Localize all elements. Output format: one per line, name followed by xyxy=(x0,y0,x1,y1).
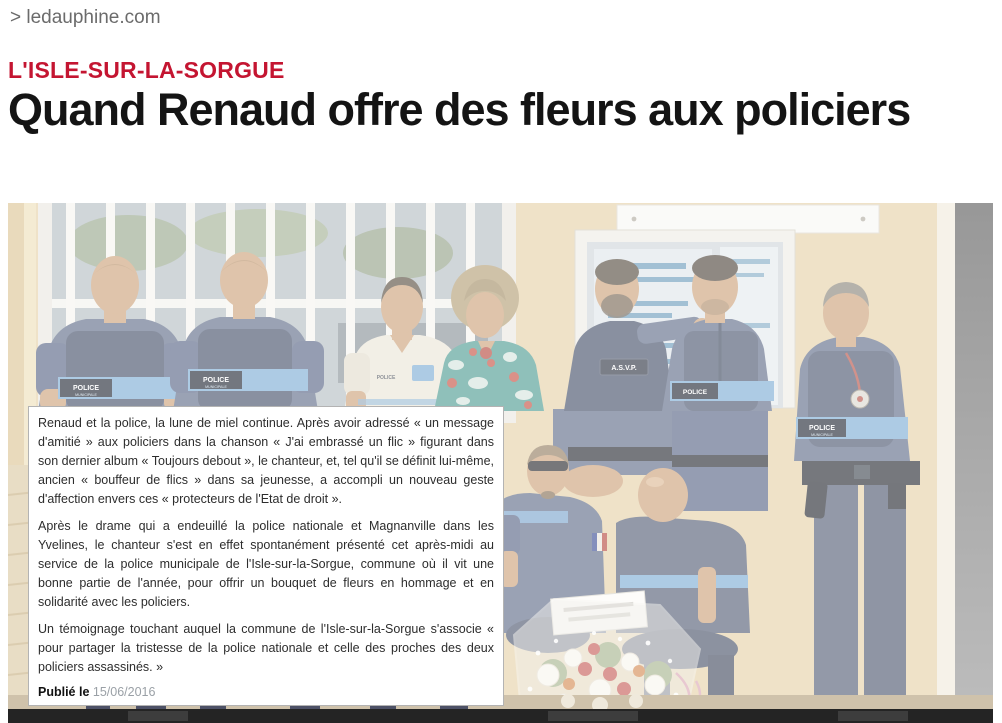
svg-text:A.S.V.P.: A.S.V.P. xyxy=(611,365,637,372)
svg-text:POLICE: POLICE xyxy=(376,375,396,381)
svg-text:MUNICIPALE: MUNICIPALE xyxy=(811,433,833,437)
article-text-box xyxy=(28,406,504,706)
svg-text:MUNICIPALE: MUNICIPALE xyxy=(75,393,97,397)
published-label: Publié le xyxy=(38,685,90,699)
svg-text:POLICE: POLICE xyxy=(202,377,230,384)
svg-text:POLICE: POLICE xyxy=(72,385,100,392)
published-line xyxy=(38,685,494,699)
article-paragraph-3: Un témoignage touchant auquel la commune de l'Isle-sur-la-Sorgue s'associe « pour partager la tristesse de la police nationale et celle des proches des deux policiers assassinés. » xyxy=(38,622,494,674)
article-paragraph-1: Renaud et la police, la lune de miel continue. Après avoir adressé « un message d'amitié » aux policiers dans la chanson « J'ai embrassé un flic » figurant dans son dernier album « Toujours debout », le chanteur, et, tel qu'il se définit lui-même, ancien « bouffeur de flics » dans sa jeunesse, a accompli un nouveau geste d'affection envers ces « protecteurs de l'Etat de droit ». xyxy=(38,416,494,506)
svg-text:POLICE: POLICE xyxy=(808,425,836,432)
article-category[interactable]: L'ISLE-SUR-LA-SORGUE xyxy=(8,57,285,83)
article-paragraph-2: Après le drame qui a endeuillé la police nationale et Magnanville dans les Yvelines, le chanteur s'est en effet spontanément présenté cet après-midi au service de la police municipale de l'Isle-sur-la-Sorgue, commune où il vit une bonne partie de l'année, pour offrir un bouquet de fleurs en hommage et en solidarité avec les policiers. xyxy=(38,519,494,609)
published-date: 15/06/2016 xyxy=(92,685,156,699)
svg-text:MUNICIPALE: MUNICIPALE xyxy=(205,385,227,389)
breadcrumb[interactable]: > ledauphine.com xyxy=(10,7,161,28)
svg-text:POLICE: POLICE xyxy=(682,389,708,396)
article-headline: Quand Renaud offre des fleurs aux policiers xyxy=(8,84,911,135)
